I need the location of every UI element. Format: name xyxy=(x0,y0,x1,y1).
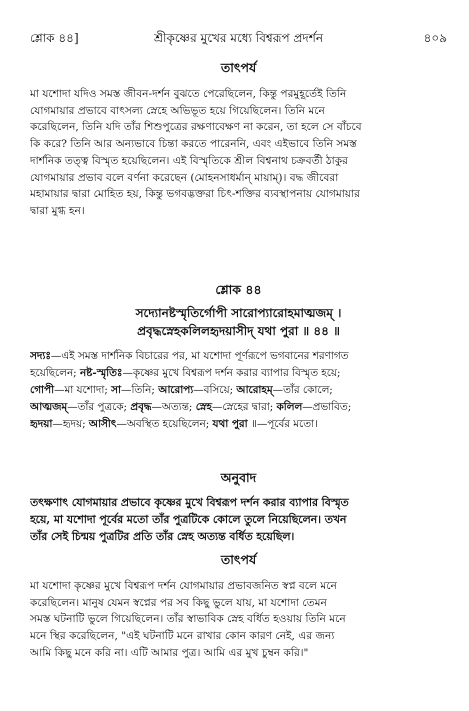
synonym-line xyxy=(30,399,447,416)
verse-section xyxy=(30,282,447,433)
verse-line-2: প্রবৃদ্ধস্নেহকলিলহৃদয়াসীদ্ যথা পুরা ॥ ৪৪ ॥ xyxy=(137,324,340,338)
synonym-term: নষ্ট-স্মৃতিঃ xyxy=(79,367,123,379)
synonym-meaning: —অত্যন্ত; xyxy=(151,401,196,413)
paragraph-line: কি করে? তিনি আর অন্যভাবে চিন্তা করতে পারেননি, এবং এইভাবে তিনি সমস্ত xyxy=(30,138,357,151)
synonym-meaning: —হৃদয়; xyxy=(52,418,89,430)
synonym-meaning: —অবস্থিত হয়েছিলেন; xyxy=(116,418,213,430)
paragraph-line: মহামায়ার দ্বারা মোহিত হয়, কিন্তু ভগবদ্ভক্তরা চিৎ-শক্তির ব্যবস্থাপনায় যোগমায়ার xyxy=(30,188,360,201)
verse-heading: শ্লোক ৪৪ xyxy=(215,282,262,297)
synonym-meaning: —স্নেহের দ্বারা; xyxy=(211,401,277,413)
synonym-meaning: —এই সমস্ত দার্শনিক বিচারের পর, মা যশোদা পূর্ণরূপে ভগবানের শরণাগত xyxy=(50,350,349,362)
synonym-term: প্রবৃদ্ধ xyxy=(130,401,152,413)
synonym-line xyxy=(30,365,447,382)
synonym-term: আরোহম্ xyxy=(236,384,273,396)
page-header xyxy=(30,30,447,50)
paragraph-line: আমি কিছু মনে করি না। এটি আমার পুত্র। আমি এর মুখ চুম্বন করি।" xyxy=(30,646,309,659)
synonym-meaning: —তাঁর কোলে; xyxy=(272,384,333,396)
paragraph-line: যোগমায়ার প্রভাব বলে বর্ণনা করেছেন (মোহনসাধর্মান্ মায়াম্)। বদ্ধ জীবেরা xyxy=(30,171,339,184)
paragraph-line: দার্শনিক তত্ত্ব বিস্মৃত হয়েছিলেন। এই বিস্মৃতিকে শ্রীল বিশ্বনাথ চক্রবর্তী ঠাকুর xyxy=(30,154,348,167)
header-chapter-title: শ্রীকৃষ্ণের মুখের মধ্যে বিশ্বরূপ প্রদর্শন xyxy=(153,31,323,45)
paragraph-line: দ্বারা মুগ্ধ হন। xyxy=(30,204,85,217)
synonym-meaning: —তিনি; xyxy=(121,384,159,396)
synonym-meaning: —প্রভাবিত; xyxy=(302,401,352,413)
header-verse-ref: শ্লোক ৪৪] xyxy=(30,31,79,45)
synonym-term: যথা পুরা xyxy=(212,418,248,430)
purport-section-2 xyxy=(30,552,447,662)
synonym-meaning: —কৃষ্ণের মুখে বিশ্বরূপ দর্শন করার ব্যাপার বিস্মৃত হয়ে; xyxy=(122,367,341,379)
synonym-line xyxy=(30,382,447,399)
synonym-term: গোপী xyxy=(30,384,55,396)
purport-heading: তাৎপর্য xyxy=(220,552,257,567)
translation-line: তৎক্ষণাৎ যোগমায়ার প্রভাবে কৃষ্ণের মুখে বিশ্বরূপ দর্শন করার ব্যাপার বিস্মৃত xyxy=(30,496,349,509)
paragraph-line: মা যশোদা কৃষ্ণের মুখে বিশ্বরূপ দর্শন যোগমায়ার প্রভাবজনিত স্বপ্ন বলে মনে xyxy=(30,580,337,592)
paragraph-line: সমস্ত ঘটনাটি ভুলে গিয়েছিলেন। তাঁর স্বাভাবিক স্নেহ বর্ধিত হওয়ায় তিনি মনে xyxy=(30,613,346,626)
synonym-meaning: ॥—পূর্বের মতো। xyxy=(247,418,318,430)
synonym-term: আসীৎ xyxy=(88,418,117,430)
synonym-term: সদ্যঃ xyxy=(30,350,51,362)
translation-section xyxy=(30,470,447,545)
purport-paragraph xyxy=(30,86,447,220)
paragraph-line: মা যশোদা যদিও সমস্ত জীবন-দর্শন বুঝতে পেরেছিলেন, কিন্তু পরমুহূর্তেই তিনি xyxy=(30,88,347,100)
purport-section-1 xyxy=(30,60,447,220)
synonym-term: আরোপ্য xyxy=(158,384,194,396)
synonym-meaning: —মা যশোদা; xyxy=(54,384,112,396)
synonym-meaning: হয়েছিলেন; xyxy=(30,367,80,379)
translation-line: তাঁর সেই চিন্ময় পুত্রটির প্রতি তাঁর স্নেহ অত্যন্ত বর্ধিত হয়েছিল। xyxy=(30,530,295,543)
verse-line-1: সদ্যোনষ্টস্মৃতির্গোপী সারোপ্যারোহমাত্মজম্ । xyxy=(135,306,342,320)
paragraph-line: যোগমায়ার প্রভাবে বাৎসল্য স্নেহে অভিভূত হয়ে গিয়েছিলেন। তিনি মনে xyxy=(30,104,325,117)
translation-line: হয়ে, মা যশোদা পূর্বের মতো তাঁর পুত্রটিকে কোলে তুলে নিয়েছিলেন। তখন xyxy=(30,513,347,526)
synonym-term: সা xyxy=(111,384,122,396)
header-page-number: ৪০৯ xyxy=(423,31,447,45)
paragraph-line: মনে স্থির করেছিলেন, "এই ঘটনাটি মনে রাখার কোন কারণ নেই, এর জন্য xyxy=(30,630,335,643)
synonym-meaning: —তাঁর পুত্রকে; xyxy=(67,401,131,413)
purport-paragraph xyxy=(30,578,447,662)
translation-paragraph xyxy=(30,494,447,545)
paragraph-line: করেছিলেন। মানুষ যেমন স্বপ্নের পর সব কিছু ভুলে যায়, মা যশোদা তেমন xyxy=(30,596,327,609)
synonym-term: কলিল xyxy=(276,401,303,413)
synonym-meaning: —বসিয়ে; xyxy=(193,384,237,396)
synonyms-block xyxy=(30,348,447,433)
synonym-term: হৃদয়া xyxy=(30,418,53,430)
synonym-line xyxy=(30,416,447,433)
translation-heading: অনুবাদ xyxy=(220,470,257,485)
synonym-term: স্নেহ xyxy=(195,401,212,413)
synonym-line xyxy=(30,348,447,365)
purport-heading: তাৎপর্য xyxy=(220,60,257,75)
synonym-term: আত্মজম্ xyxy=(30,401,68,413)
paragraph-line: করেছিলেন, তিনি যদি তাঁর শিশুপুত্রের রক্ষণাবেক্ষণ না করেন, তা হলে সে বাঁচবে xyxy=(30,121,362,134)
